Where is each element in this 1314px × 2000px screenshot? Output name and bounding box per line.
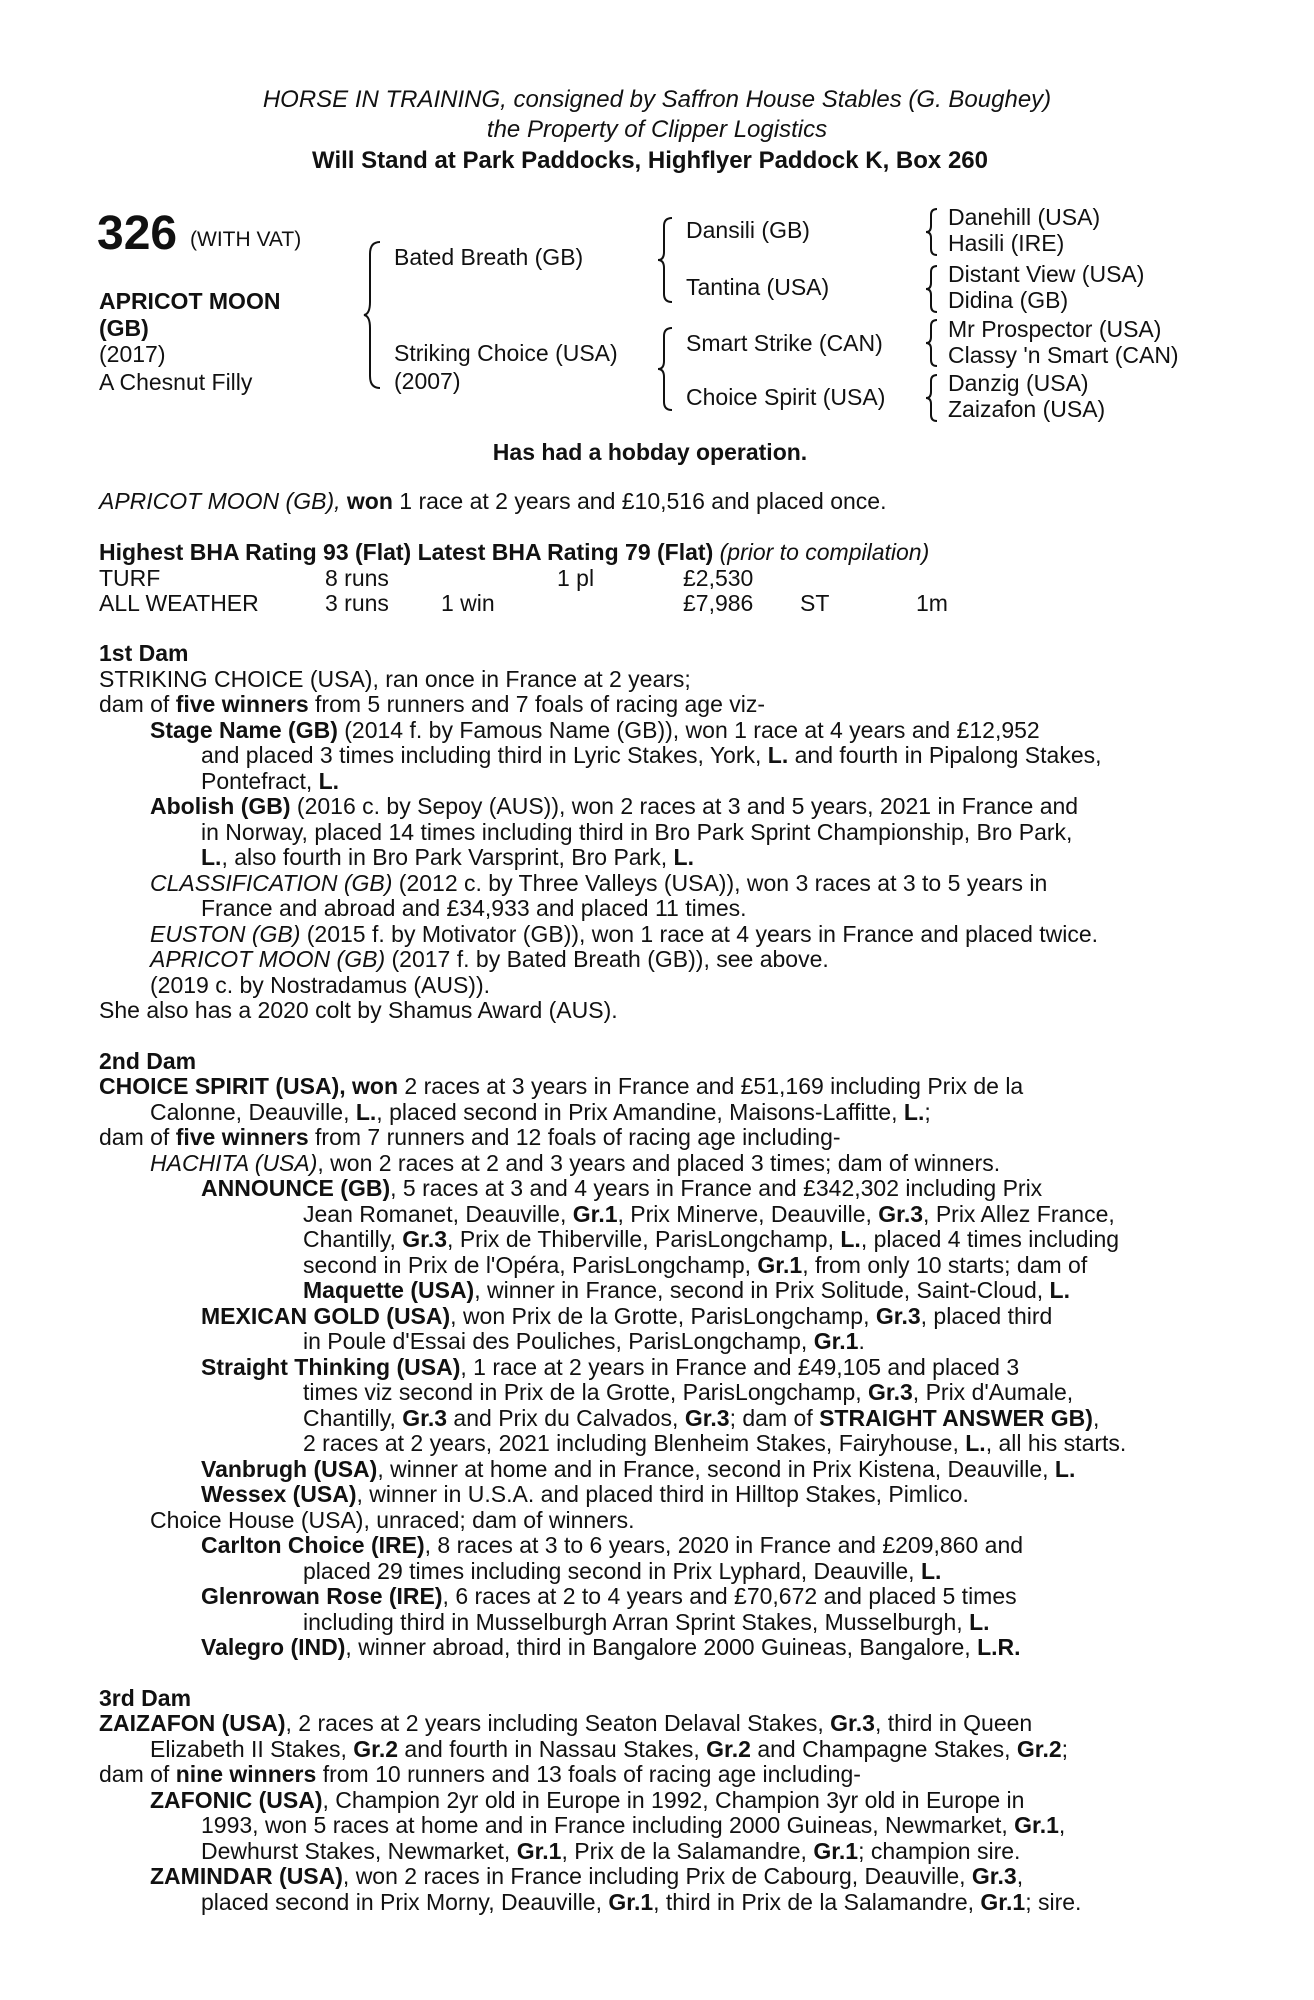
ped-sdd: Didina (GB) bbox=[948, 287, 1069, 313]
progeny-cont: Pontefract, L. bbox=[201, 767, 340, 794]
second-dam-heading: 2nd Dam bbox=[99, 1047, 197, 1074]
grandprogeny-cont: Chantilly, Gr.3 and Prix du Calvados, Gr.3; dam of STRAIGHT ANSWER GB), bbox=[303, 1404, 1100, 1431]
grandprogeny-cont: times viz second in Prix de la Grotte, ParisLongchamp, Gr.3, Prix d'Aumale, bbox=[303, 1379, 1074, 1405]
progeny-entry: Stage Name (GB) (2014 f. by Famous Name (GB)), won 1 race at 4 years and £12,952 bbox=[150, 716, 1040, 743]
second-dam-produce: dam of five winners from 7 runners and 12 foals of racing age including- bbox=[99, 1124, 841, 1150]
vat-note: (WITH VAT) bbox=[190, 228, 302, 251]
progeny-entry: CLASSIFICATION (GB) (2012 c. by Three Valleys (USA)), won 3 races at 3 to 5 years in bbox=[150, 869, 1048, 896]
pedigree-brace-dd bbox=[924, 373, 940, 423]
grandprogeny-cont: Maquette (USA), winner in France, second in Prix Solitude, Saint-Cloud, L. bbox=[303, 1277, 1070, 1303]
dam-sire: Smart Strike (CAN) bbox=[686, 330, 883, 356]
grandprogeny-cont: second in Prix de l'Opéra, ParisLongchamp, Gr.1, from only 10 starts; dam of bbox=[303, 1251, 1088, 1278]
progeny-cont: in Norway, placed 14 times including third in Bro Park Sprint Championship, Bro Park, bbox=[201, 818, 1073, 845]
record-wins: 1 win bbox=[441, 590, 495, 616]
second-dam-cont: Calonne, Deauville, L., placed second in Prix Amandine, Maisons-Laffitte, L.; bbox=[150, 1098, 931, 1125]
sire: Bated Breath (GB) bbox=[394, 244, 584, 270]
record-runs: 3 runs bbox=[325, 590, 389, 616]
horse-origin: (GB) bbox=[99, 315, 149, 341]
horse-name: APRICOT MOON bbox=[99, 288, 281, 314]
grandprogeny-entry: Straight Thinking (USA), 1 race at 2 years in France and £49,105 and placed 3 bbox=[201, 1353, 1020, 1380]
record-money: £2,530 bbox=[683, 565, 754, 591]
progeny-cont: Dewhurst Stakes, Newmarket, Gr.1, Prix de la Salamandre, Gr.1; champion sire. bbox=[201, 1837, 1021, 1864]
ped-ssd: Hasili (IRE) bbox=[948, 230, 1065, 256]
grandprogeny-cont: Chantilly, Gr.3, Prix de Thiberville, ParisLongchamp, L., placed 4 times including bbox=[303, 1226, 1120, 1252]
ped-ddd: Zaizafon (USA) bbox=[948, 396, 1106, 422]
record-surface: ALL WEATHER bbox=[99, 590, 259, 616]
grandprogeny-entry: Valegro (IND), winner abroad, third in Bangalore 2000 Guineas, Bangalore, L.R. bbox=[201, 1634, 1021, 1660]
dam-year: (2007) bbox=[394, 368, 461, 394]
bha-ratings: Highest BHA Rating 93 (Flat) Latest BHA Rating 79 (Flat) (prior to compilation) bbox=[99, 539, 930, 565]
progeny-cont: placed second in Prix Morny, Deauville, Gr.1, third in Prix de la Salamandre, Gr.1; sire. bbox=[201, 1888, 1082, 1915]
grandprogeny-cont: in Poule d'Essai des Pouliches, ParisLongchamp, Gr.1. bbox=[303, 1328, 865, 1354]
progeny-cont: and placed 3 times including third in Lyric Stakes, York, L. and fourth in Pipalong Stakes, bbox=[201, 742, 1102, 768]
third-dam-line: ZAIZAFON (USA), 2 races at 2 years including Seaton Delaval Stakes, Gr.3, third in Queen bbox=[99, 1710, 1033, 1736]
progeny-cont: L., also fourth in Bro Park Varsprint, Bro Park, L. bbox=[201, 844, 694, 870]
record-surface: TURF bbox=[99, 565, 161, 591]
record-runs: 8 runs bbox=[325, 565, 389, 591]
progeny-entry: ZAFONIC (USA), Champion 2yr old in Europe in 1992, Champion 3yr old in Europe in bbox=[150, 1786, 1025, 1813]
hobday-note: Has had a hobday operation. bbox=[492, 439, 808, 465]
horse-description: A Chesnut Filly bbox=[99, 369, 253, 395]
grandprogeny-cont: including third in Musselburgh Arran Sprint Stakes, Musselburgh, L. bbox=[303, 1608, 990, 1635]
ped-sss: Danehill (USA) bbox=[948, 204, 1101, 230]
consignor-line: HORSE IN TRAINING, consigned by Saffron House Stables (G. Boughey) bbox=[262, 86, 1052, 113]
grandprogeny-cont: placed 29 times including second in Prix Lyphard, Deauville, L. bbox=[303, 1557, 942, 1584]
ped-sds: Distant View (USA) bbox=[948, 261, 1145, 287]
horse-year: (2017) bbox=[99, 341, 166, 367]
ped-dds: Danzig (USA) bbox=[948, 370, 1089, 396]
dam-history bbox=[99, 641, 1201, 1915]
pedigree-brace-ds bbox=[924, 318, 940, 368]
lot-number: 326 bbox=[97, 207, 178, 260]
property-line: the Property of Clipper Logistics bbox=[486, 116, 828, 143]
grandprogeny-cont: Jean Romanet, Deauville, Gr.1, Prix Minerve, Deauville, Gr.3, Prix Allez France, bbox=[303, 1200, 1115, 1227]
pedigree-brace-sd bbox=[924, 264, 940, 314]
progeny-entry: Abolish (GB) (2016 c. by Sepoy (AUS)), won 2 races at 3 and 5 years, 2021 in France and bbox=[150, 793, 1079, 819]
grandprogeny-entry: Carlton Choice (IRE), 8 races at 3 to 6 years, 2020 in France and £209,860 and bbox=[201, 1532, 1024, 1558]
grandprogeny-entry: MEXICAN GOLD (USA), won Prix de la Grotte, ParisLongchamp, Gr.3, placed third bbox=[201, 1302, 1053, 1329]
first-dam-produce: dam of five winners from 5 runners and 7 foals of racing age viz- bbox=[99, 691, 766, 717]
ped-dsd: Classy 'n Smart (CAN) bbox=[948, 342, 1179, 368]
progeny-entry: APRICOT MOON (GB) (2017 f. by Bated Breath (GB)), see above. bbox=[150, 946, 829, 972]
pedigree-brace-dam bbox=[656, 326, 676, 412]
third-dam-produce: dam of nine winners from 10 runners and 13 foals of racing age including- bbox=[99, 1761, 861, 1787]
progeny-entry: ZAMINDAR (USA), won 2 races in France including Prix de Cabourg, Deauville, Gr.3, bbox=[150, 1863, 1024, 1889]
grandprogeny-entry: Glenrowan Rose (IRE), 6 races at 2 to 4 years and £70,672 and placed 5 times bbox=[201, 1583, 1017, 1609]
progeny-entry: (2019 c. by Nostradamus (AUS)). bbox=[150, 971, 491, 998]
progeny-entry: Choice House (USA), unraced; dam of winners. bbox=[150, 1506, 635, 1533]
first-dam-line: STRIKING CHOICE (USA), ran once in France at 2 years; bbox=[99, 665, 691, 692]
first-dam-heading: 1st Dam bbox=[99, 640, 189, 666]
pedigree-brace-ss bbox=[924, 207, 940, 257]
stand-line: Will Stand at Park Paddocks, Highflyer Paddock K, Box 260 bbox=[312, 147, 988, 174]
ped-dss: Mr Prospector (USA) bbox=[948, 316, 1162, 342]
grandprogeny-entry: ANNOUNCE (GB), 5 races at 3 and 4 years in France and £342,302 including Prix bbox=[201, 1175, 1043, 1201]
second-dam-line: CHOICE SPIRIT (USA), won 2 races at 3 years in France and £51,169 including Prix de la bbox=[99, 1073, 1024, 1099]
sire-dam: Tantina (USA) bbox=[686, 274, 830, 300]
progeny-entry: HACHITA (USA), won 2 races at 2 and 3 years and placed 3 times; dam of winners. bbox=[150, 1149, 1001, 1176]
race-summary: APRICOT MOON (GB), won 1 race at 2 years and £10,516 and placed once. bbox=[99, 488, 887, 514]
progeny-entry: EUSTON (GB) (2015 f. by Motivator (GB)), won 1 race at 4 years in France and placed twice. bbox=[150, 920, 1099, 947]
record-going: ST bbox=[800, 590, 830, 616]
dam: Striking Choice (USA) bbox=[394, 340, 618, 366]
progeny-cont: France and abroad and £34,933 and placed 11 times. bbox=[201, 895, 747, 921]
record-money: £7,986 bbox=[683, 590, 754, 616]
grandprogeny-cont: 2 races at 2 years, 2021 including Blenheim Stakes, Fairyhouse, L., all his starts. bbox=[303, 1430, 1127, 1456]
third-dam-cont: Elizabeth II Stakes, Gr.2 and fourth in Nassau Stakes, Gr.2 and Champagne Stakes, Gr.2; bbox=[150, 1735, 1069, 1762]
grandprogeny-entry: Wessex (USA), winner in U.S.A. and placed third in Hilltop Stakes, Pimlico. bbox=[201, 1481, 969, 1507]
progeny-cont: 1993, won 5 races at home and in France including 2000 Guineas, Newmarket, Gr.1, bbox=[201, 1812, 1066, 1838]
grandprogeny-entry: Vanbrugh (USA), winner at home and in France, second in Prix Kistena, Deauville, L. bbox=[201, 1455, 1076, 1482]
third-dam-heading: 3rd Dam bbox=[99, 1684, 192, 1711]
record-distance: 1m bbox=[916, 590, 948, 616]
progeny-note: She also has a 2020 colt by Shamus Award (AUS). bbox=[99, 997, 618, 1023]
sire-sire: Dansili (GB) bbox=[686, 217, 810, 243]
pedigree-brace-sire bbox=[656, 216, 676, 304]
record-placed: 1 pl bbox=[557, 565, 595, 591]
pedigree-brace-main bbox=[362, 240, 384, 390]
dam-dam: Choice Spirit (USA) bbox=[686, 384, 886, 410]
